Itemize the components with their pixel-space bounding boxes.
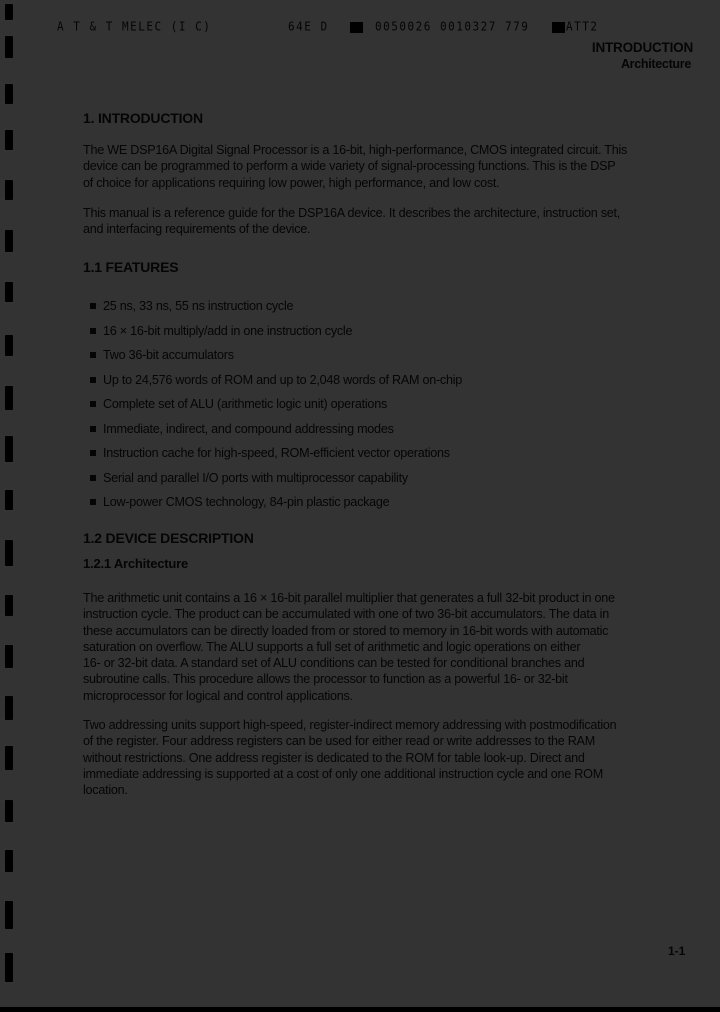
architecture-paragraph: [83, 590, 615, 704]
scan-block-mark: [350, 19, 363, 37]
scan-edge-mark: [5, 282, 13, 302]
scan-header-code: ATT2: [566, 19, 599, 34]
scan-edge-mark: [5, 335, 13, 356]
text-line: these accumulators can be directly loaded from or stored to memory in 16-bit words with automatic: [83, 623, 609, 638]
scan-header-left: A T & T MELEC (I C): [57, 19, 212, 34]
feature-item: Complete set of ALU (arithmetic logic unit) operations: [103, 397, 387, 411]
scan-edge-mark: [5, 746, 13, 770]
scan-edge-mark: [5, 84, 13, 104]
running-head-subtitle: Architecture: [620, 57, 691, 71]
intro-paragraph: [83, 205, 620, 238]
text-line: device can be programmed to perform a wide variety of signal-processing functions. This is the DSP: [83, 159, 616, 174]
page-number: 1-1: [668, 944, 686, 958]
addressing-paragraph: [83, 717, 616, 798]
feature-item: Two 36-bit accumulators: [103, 348, 234, 362]
scan-edge-mark: [5, 230, 13, 252]
section-heading: 1. INTRODUCTION: [83, 110, 203, 126]
bullet-icon: [90, 499, 96, 505]
text-line: without restrictions. One address register is dedicated to the ROM for table look-up. Direct and: [83, 750, 585, 765]
scan-edge-mark: [5, 953, 13, 982]
feature-item: Serial and parallel I/O ports with multiprocessor capability: [103, 470, 408, 485]
text-line: subroutine calls. This procedure allows the processor to function as a powerful 16- or 32-bit: [83, 672, 568, 687]
bullet-icon: [90, 475, 96, 481]
section-heading: 1.2 DEVICE DESCRIPTION: [83, 530, 254, 546]
feature-item: 16 × 16-bit multiply/add in one instruction cycle: [103, 323, 353, 338]
scan-header-code: 0050026 0010327 779: [375, 19, 530, 34]
scan-edge-mark: [5, 386, 13, 410]
bullet-icon: [90, 426, 96, 432]
text-line: of choice for applications requiring low power, high performance, and low cost.: [83, 175, 500, 190]
feature-item: Up to 24,576 words of ROM and up to 2,048 words of RAM on-chip: [103, 372, 463, 387]
bullet-icon: [90, 377, 96, 383]
scan-edge-mark: [5, 436, 13, 462]
scan-edge-mark: [5, 180, 13, 200]
bullet-icon: [90, 303, 96, 309]
text-line: immediate addressing is supported at a cost of only one additional instruction cycle and one ROM: [83, 766, 603, 781]
running-head-title: INTRODUCTION: [591, 40, 693, 55]
text-line: The arithmetic unit contains a 16 × 16-bit parallel multiplier that generates a full 32-bit product in one: [83, 591, 615, 605]
text-line: and interfacing requirements of the device.: [83, 222, 311, 237]
feature-item: Immediate, indirect, and compound addressing modes: [103, 421, 394, 436]
scan-bottom-edge: [0, 1007, 720, 1012]
scan-edge-mark: [5, 850, 13, 872]
feature-item: 25 ns, 33 ns, 55 ns instruction cycle: [103, 299, 294, 313]
scan-edge-mark: [5, 540, 13, 566]
text-line: Two addressing units support high-speed, register-indirect memory addressing with postmodification: [83, 718, 617, 732]
subsection-heading: 1.2.1 Architecture: [83, 556, 189, 571]
scan-edge-mark: [5, 4, 13, 20]
scan-edge-mark: [5, 490, 13, 510]
text-line: saturation on overflow. The ALU supports a full set of arithmetic and logic operations on either: [83, 639, 581, 654]
scan-header-code: 64E D: [288, 19, 329, 34]
bullet-icon: [90, 450, 96, 456]
scan-edge-mark: [5, 595, 13, 616]
text-line: 16- or 32-bit data. A standard set of ALU conditions can be tested for conditional branches and: [83, 656, 585, 671]
bullet-icon: [90, 401, 96, 407]
text-line: The WE DSP16A Digital Signal Processor is a 16-bit, high-performance, CMOS integrated circuit. This: [83, 143, 628, 157]
text-line: instruction cycle. The product can be accumulated with one of two 36-bit accumulators. The data in: [83, 607, 609, 622]
intro-paragraph: [83, 142, 627, 191]
text-line: This manual is a reference guide for the DSP16A device. It describes the architecture, instruction set,: [83, 206, 621, 220]
text-line: microprocessor for logical and control applications.: [83, 688, 353, 703]
scan-edge-mark: [5, 696, 13, 720]
scan-edge-mark: [5, 36, 13, 58]
scan-edge-mark: [5, 645, 13, 668]
feature-item: Low-power CMOS technology, 84-pin plastic package: [103, 495, 390, 509]
text-line: of the register. Four address registers can be used for either read or write addresses to the RAM: [83, 734, 595, 749]
section-heading: 1.1 FEATURES: [83, 259, 179, 275]
bullet-icon: [90, 328, 96, 334]
scan-edge-mark: [5, 800, 13, 822]
scan-edge-mark: [5, 130, 13, 150]
scan-block-mark: [552, 19, 565, 37]
bullet-icon: [90, 352, 96, 358]
feature-item: Instruction cache for high-speed, ROM-efficient vector operations: [103, 446, 450, 460]
text-line: location.: [83, 783, 128, 798]
scan-edge-mark: [5, 901, 13, 929]
